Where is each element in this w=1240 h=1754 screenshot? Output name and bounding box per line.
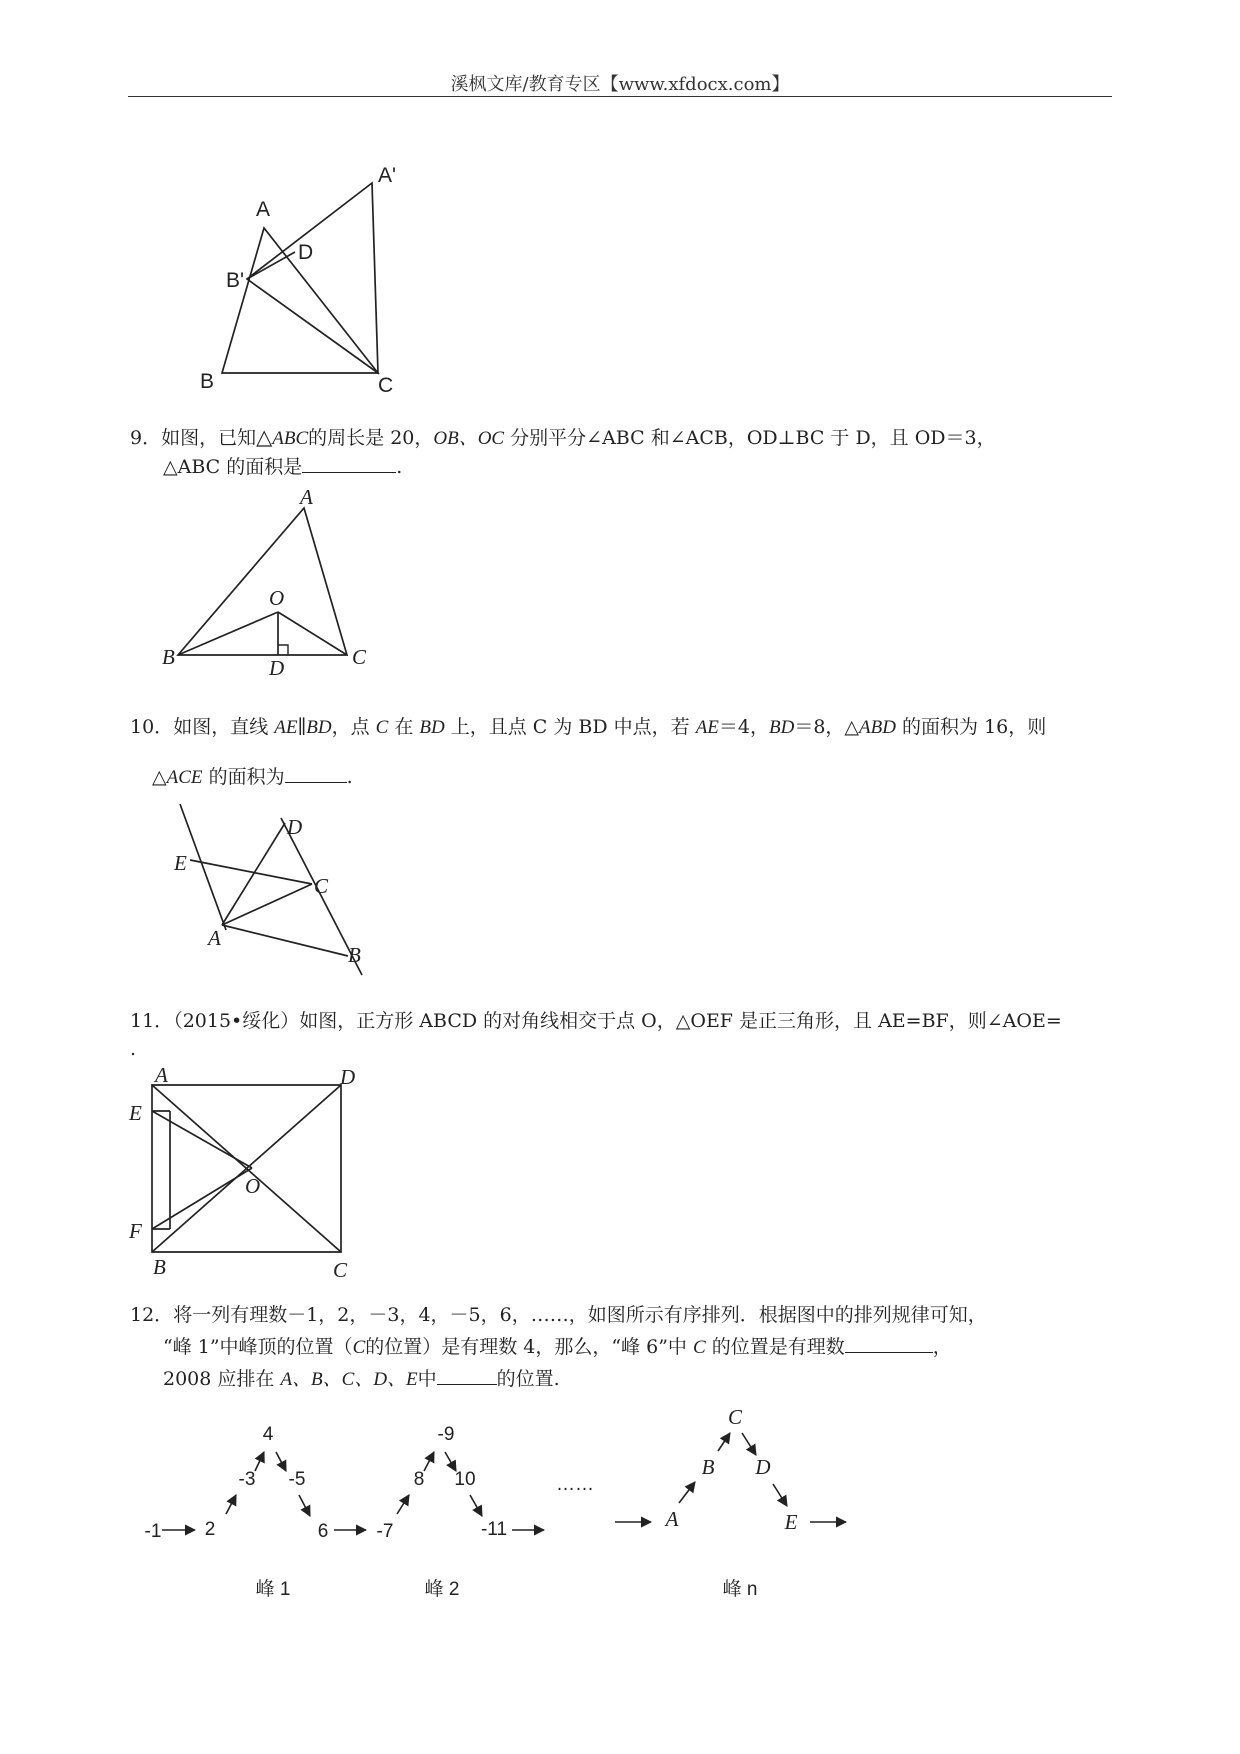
q11-line1: 11．（2015•绥化）如图，正方形 ABCD 的对角线相交于点 O，△OEF 是正三角形，且 AE=BF，则∠AOE=	[130, 1010, 1062, 1032]
arrow-n4-n5	[276, 1452, 286, 1471]
label-c: C	[333, 1258, 348, 1282]
num-n1: -1	[144, 1521, 162, 1542]
q12-line3: 2008 应排在 A、B、C、D、E中 的位置.	[163, 1364, 560, 1395]
arrow-n10-n11	[470, 1495, 482, 1516]
label-e: E	[174, 851, 187, 875]
q11-line2: .	[130, 1038, 137, 1060]
label-o: O	[269, 586, 285, 610]
arrow-n3-n4	[255, 1452, 264, 1471]
num-n9: -9	[437, 1424, 455, 1445]
q11-number: 11．	[130, 1010, 174, 1032]
q12-line2: “峰 1”中峰顶的位置（C的位置）是有理数 4，那么，“峰 6”中 C 的位置是有理数 ，	[163, 1332, 952, 1363]
label-a: A	[155, 1063, 168, 1087]
num-n5: -5	[288, 1469, 306, 1490]
label-d: D	[298, 241, 314, 264]
letter-d: D	[755, 1455, 771, 1479]
arrow-n7-n8	[397, 1495, 409, 1514]
arrow-n5-n6	[299, 1495, 310, 1516]
q9-line1: 9．如图，已知△ABC的周长是 20，OB、OC 分别平分∠ABC 和∠ACB，OD⊥BC 于 D，且 OD＝3，	[130, 425, 996, 449]
label-b: B	[153, 1255, 166, 1279]
peak-label-1: 峰 1	[255, 1579, 291, 1600]
q12-line1: 12．将一列有理数－1，2，－3，4，－5，6，……，如图所示有序排列．根据图中的排列规律可知，	[130, 1304, 987, 1326]
label-a: A	[300, 485, 313, 509]
label-b: B	[200, 370, 215, 393]
arrow-n2-n3	[226, 1495, 236, 1514]
label-b-prime: B'	[226, 269, 245, 292]
ellipsis: ……	[556, 1474, 594, 1495]
label-a-prime: A'	[378, 164, 397, 187]
arrow-c-d	[742, 1433, 756, 1455]
num-n2: 2	[204, 1519, 216, 1540]
label-b: B	[162, 645, 175, 669]
label-o: O	[245, 1174, 261, 1198]
label-d: D	[287, 815, 303, 839]
num-n4: 4	[262, 1424, 274, 1445]
num-n11: -11	[480, 1519, 508, 1540]
letter-c: C	[727, 1405, 743, 1429]
page-header: 溪枫文库/教育专区【www.xfdocx.com】	[450, 74, 790, 95]
num-n10: 10	[454, 1469, 476, 1490]
label-c: C	[378, 374, 394, 397]
arrow-d-e	[773, 1484, 787, 1506]
label-c: C	[352, 645, 367, 669]
num-n6: 6	[317, 1521, 329, 1542]
num-n7: -7	[376, 1521, 394, 1542]
num-n8: 8	[413, 1469, 425, 1490]
num-n3: -3	[238, 1469, 256, 1490]
letter-a: A	[665, 1507, 679, 1531]
q10-number: 10．	[130, 716, 174, 738]
letter-b: B	[701, 1455, 715, 1479]
label-a: A	[256, 198, 271, 221]
peak-label-2: 峰 2	[424, 1579, 460, 1600]
label-a: A	[208, 926, 221, 950]
label-e: E	[129, 1101, 142, 1125]
q9-number: 9．	[130, 427, 162, 449]
label-d: D	[269, 656, 285, 680]
arrow-n8-n9	[424, 1452, 434, 1471]
q10-line2: △ACE 的面积为 .	[152, 762, 353, 793]
q12-number: 12．	[130, 1304, 174, 1326]
peak-label-n: 峰 n	[722, 1579, 758, 1600]
label-f: F	[129, 1219, 142, 1243]
label-b: B	[348, 943, 361, 967]
label-d: D	[340, 1065, 356, 1089]
q9-line2: △ABC 的面积是 .	[163, 452, 402, 482]
arrow-b-c	[718, 1433, 730, 1451]
q10-line1: 10．如图，直线 AE∥BD，点 C 在 BD 上，且点 C 为 BD 中点，若 AE＝4，BD＝8，△ABD 的面积为 16，则	[130, 716, 1047, 738]
label-c: C	[314, 874, 329, 898]
letter-e: E	[784, 1510, 798, 1534]
arrow-a-b	[679, 1482, 695, 1503]
